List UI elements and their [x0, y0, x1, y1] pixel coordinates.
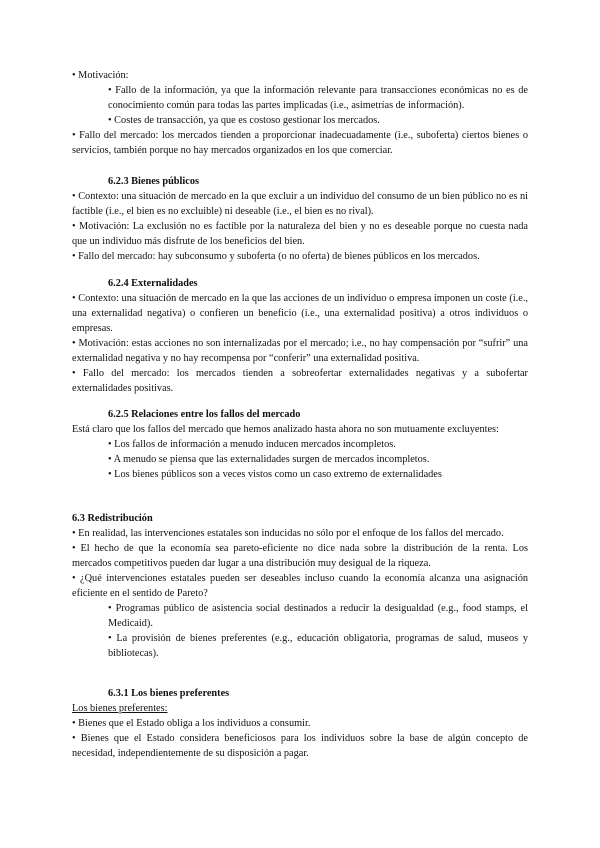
list-item: • La provisión de bienes preferentes (e.g., educación obligatoria, programas de salud, museos y bibliotecas).	[108, 633, 528, 659]
market-failure-bullet: • Fallo del mercado: los mercados tienden a sobreofertar externalidades negativas y a subofertar externalidades positivas.	[72, 368, 528, 394]
section-heading: 6.3 Redistribución	[72, 513, 153, 524]
context-bullet: • Contexto: una situación de mercado en la que excluir a un individuo del consumo de un bien público no es ni factible (i.e., el bien es no excluible) ni deseable (i.e., el bien es no rival).	[72, 191, 528, 217]
section-heading: 6.3.1 Los bienes preferentes	[108, 688, 230, 699]
motivation-bullet: • Motivación: estas acciones no son internalizadas por el mercado; i.e., no hay compensación por “sufrir” una externalidad negativa y no hay recompensa por “conferir” una externalidad positiva.	[72, 338, 528, 364]
section-failure-relations	[72, 407, 528, 482]
list-item: • En realidad, las intervenciones estatales son inducidas no sólo por el enfoque de los fallos del mercado.	[72, 528, 504, 539]
merit-goods-label: Los bienes preferentes:	[72, 703, 168, 714]
transaction-costs-bullet: • Costes de transacción, ya que es costoso gestionar los mercados.	[108, 115, 380, 126]
list-item: • Bienes que el Estado considera beneficiosos para los individuos sobre la base de algún concepto de necesidad, independientemente de su disposición a pagar.	[72, 733, 528, 759]
market-failure-bullet: • Fallo del mercado: hay subconsumo y suboferta (o no oferta) de bienes públicos en los mercados.	[72, 251, 480, 262]
section-public-goods	[72, 174, 528, 264]
list-item: • A menudo se piensa que las externalidades surgen de mercados incompletos.	[108, 454, 430, 465]
section-externalities	[72, 276, 528, 396]
list-item: • Bienes que el Estado obliga a los individuos a consumir.	[72, 718, 311, 729]
list-item: • Programas público de asistencia social destinados a reducir la desigualdad (e.g., food stamps, el Medicaid).	[108, 603, 528, 629]
context-bullet: • Contexto: una situación de mercado en la que las acciones de un individuo o empresa imponen un coste (i.e., una externalidad negativa) o confieren un beneficio (i.e., una externalidad positiva) a otros individuos o empresas.	[72, 293, 528, 334]
list-item: • El hecho de que la economía sea pareto-eficiente no dice nada sobre la distribución de la renta. Los mercados competitivos pueden dar lugar a una distribución muy desigual de la riqueza.	[72, 543, 528, 569]
motivation-bullet: • Motivación: La exclusión no es factible por la naturaleza del bien y no es deseable porque no cuesta nada que un individuo más disfrute de los beneficios del bien.	[72, 221, 528, 247]
section-heading: 6.2.5 Relaciones entre los fallos del mercado	[108, 409, 301, 420]
information-failure-bullet: • Fallo de la información, ya que la información relevante para transacciones económicas no es de conocimiento común para todas las partes implicadas (i.e., asimetrías de información).	[108, 85, 528, 111]
list-item: • Los fallos de información a menudo inducen mercados incompletos.	[108, 439, 396, 450]
section-heading: 6.2.4 Externalidades	[108, 278, 198, 289]
section-redistribution	[72, 511, 528, 661]
intro-paragraph: Está claro que los fallos del mercado que hemos analizado hasta ahora no son mutuamente excluyentes:	[72, 424, 499, 435]
motivation-label: • Motivación:	[72, 70, 129, 81]
list-item: • ¿Qué intervenciones estatales pueden ser deseables incluso cuando la economía alcanza una asignación eficiente en el sentido de Pareto?	[72, 573, 528, 599]
section-market-incomplete	[72, 68, 528, 158]
section-merit-goods	[72, 686, 528, 761]
section-heading: 6.2.3 Bienes públicos	[108, 176, 199, 187]
list-item: • Los bienes públicos son a veces vistos como un caso extremo de externalidades	[108, 469, 442, 480]
market-failure-bullet: • Fallo del mercado: los mercados tienden a proporcionar inadecuadamente (i.e., suboferta) ciertos bienes o servicios, también porque no hay mercados organizados en los que comerciar.	[72, 130, 528, 156]
